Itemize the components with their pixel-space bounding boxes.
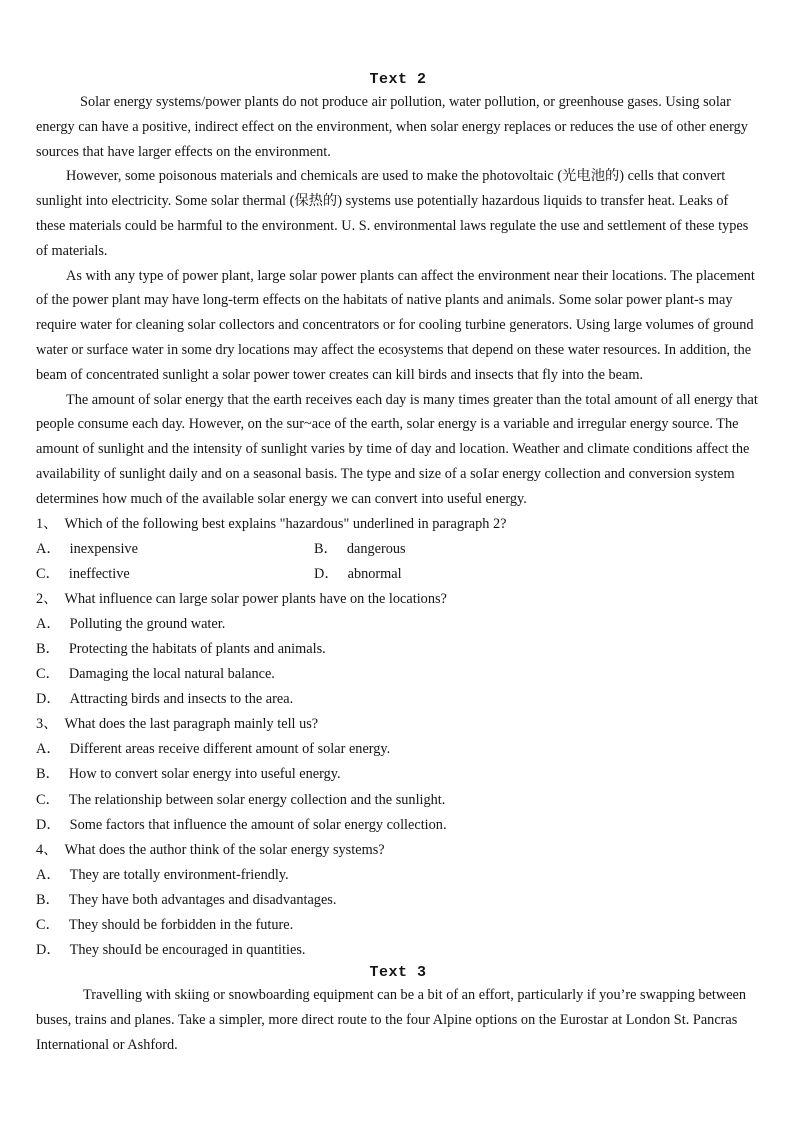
option-label: A． [36,741,61,758]
question-1-option-b [314,537,760,562]
option-label: B． [36,891,60,908]
question-3-option-d [36,813,760,838]
option-label: B． [36,641,60,658]
option-label: A． [36,866,61,883]
option-text: Polluting the ground water. [69,615,226,632]
option-text: They are totally environment-friendly. [69,866,289,883]
question-3-option-c [36,788,760,813]
question-4-option-b [36,888,760,913]
question-4-option-d [36,938,760,963]
question-2-option-a [36,612,760,637]
option-label: D． [314,565,339,582]
question-3 [36,712,760,737]
option-label: B． [314,540,338,557]
text2-heading: Text 2 [369,71,427,88]
question-4-option-a [36,863,760,888]
question-2-text: What influence can large solar power plants have on the locations? [64,590,447,607]
question-1-option-a [36,537,314,562]
question-2-number: 2、 [36,590,58,607]
option-label: C． [36,565,60,582]
option-text: dangerous [346,540,406,557]
option-text: How to convert solar energy into useful energy. [68,766,341,783]
option-text: Attracting birds and insects to the area. [69,691,294,708]
question-3-number: 3、 [36,716,58,733]
option-label: C． [36,666,60,683]
option-label: B． [36,766,60,783]
option-text: The relationship between solar energy collection and the sunlight. [68,791,446,808]
option-text: inexpensive [69,540,138,557]
question-2-option-c [36,662,760,687]
question-3-text: What does the last paragraph mainly tell us? [64,716,319,733]
option-label: A． [36,540,61,557]
question-1-option-c [36,562,314,587]
option-label: C． [36,791,60,808]
option-text: Damaging the local natural balance. [68,666,275,683]
option-text: They should be forbidden in the future. [68,917,294,934]
question-4 [36,838,760,863]
option-label: A． [36,615,61,632]
question-2 [36,587,760,612]
document-content [36,70,760,1058]
question-2-option-b [36,637,760,662]
question-3-option-a [36,737,760,762]
text2-paragraph-4: The amount of solar energy that the earth receives each day is many times greater than the total amount of all energy that people consume each day. However, on the sur~ace of the earth, solar energy is a variable and irregular energy source. The amount of sunlight and the intensity of sunlight varies by time of day and location. Weather and climate conditions affect the availability of sunlight daily and on a seasonal basis. The type and size of a soIar energy collection and conversion system determines how much of the available solar energy we can convert into useful energy. [36,391,758,507]
option-label: C． [36,917,60,934]
question-1-number: 1、 [36,515,58,532]
question-1 [36,512,760,537]
option-text: abnormal [347,565,402,582]
option-text: They shouId be encouraged in quantities. [69,942,306,959]
text2-paragraph-1: Solar energy systems/power plants do not produce air pollution, water pollution, or greenhouse gases. Using solar energy can have a positive, indirect effect on the environment, when solar energy replaces or reduces the use of other energy sources that have larger effects on the environment. [36,94,748,160]
option-text: ineffective [68,565,130,582]
option-text: Some factors that influence the amount of solar energy collection. [69,816,447,833]
question-1-option-d [314,562,760,587]
text3-heading: Text 3 [369,964,427,982]
question-1-options [36,537,760,587]
option-text: Different areas receive different amount of solar energy. [69,741,391,758]
option-label: D． [36,942,61,959]
question-4-option-c [36,913,760,938]
text2-paragraph-3: As with any type of power plant, large solar power plants can affect the environment near their locations. The placement of the power plant may have long-term effects on the habitats of native plants and animals. Some solar power plant-s may require water for cleaning solar collectors and concentrators or for cooling turbine generators. Using large volumes of ground water or surface water in some dry locations may affect the ecosystems that depend on these water resources. In addition, the beam of concentrated sunlight a solar power tower creates can kill birds and insects that fly into the beam. [36,267,755,383]
option-label: D． [36,691,61,708]
option-text: Protecting the habitats of plants and animals. [68,641,326,658]
question-4-number: 4、 [36,841,58,858]
text2-paragraph-2: However, some poisonous materials and chemicals are used to make the photovoltaic (光电池的) cells that convert sunlight into electricity. Some solar thermal (保热的) systems use potentially hazardous liquids to transfer heat. Leaks of these materials could be harmful to the environment. U. S. environmental laws regulate the use and settlement of these types of materials. [36,168,749,259]
option-label: D． [36,816,61,833]
question-3-option-b [36,762,760,787]
question-1-text: Which of the following best explains "hazardous" underlined in paragraph 2? [64,515,507,532]
option-text: They have both advantages and disadvantages. [68,891,337,908]
text3-paragraph-1: Travelling with skiing or snowboarding equipment can be a bit of an effort, particularly if you’re swapping between buses, trains and planes. Take a simpler, more direct route to the four Alpine options on the Eurostar at London St. Pancras International or Ashford. [36,987,747,1053]
question-2-option-d [36,687,760,712]
question-4-text: What does the author think of the solar energy systems? [64,841,385,858]
